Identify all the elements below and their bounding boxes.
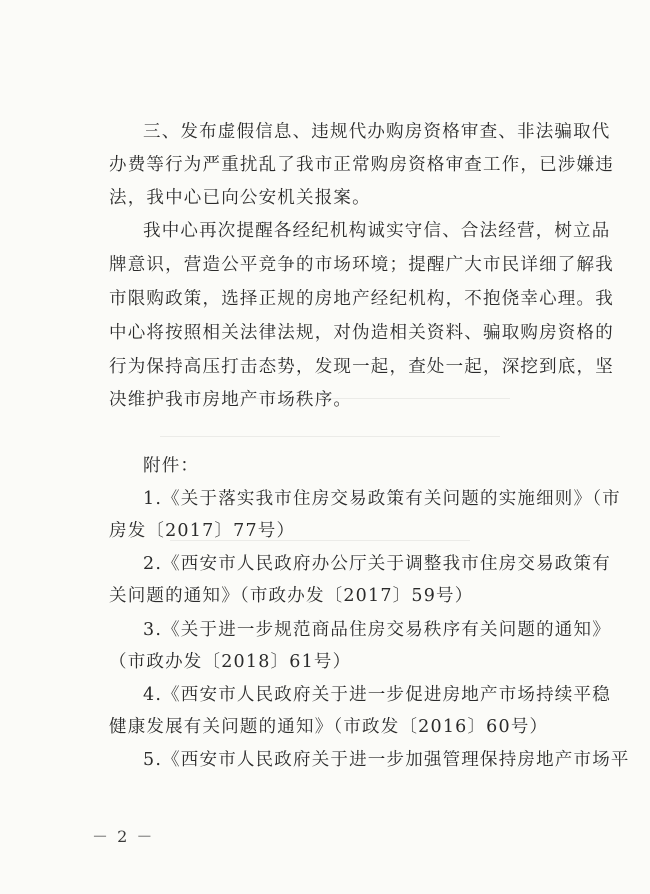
attachment-item-line: 1.《关于落实我市住房交易政策有关问题的实施细则》（市 [143, 489, 621, 509]
attachments-heading: 附件： [143, 456, 200, 476]
paragraph-line: 三、发布虚假信息、违规代办购房资格审查、非法骗取代 [143, 122, 611, 142]
paragraph-line: 办费等行为严重扰乱了我市正常购房资格审查工作，已涉嫌违 [109, 155, 614, 175]
attachment-item-line: 房发〔2017〕77号） [109, 521, 296, 541]
attachment-item-line: 3.《关于进一步规范商品住房交易秩序有关问题的通知》 [143, 620, 611, 640]
paragraph-line: 市限购政策，选择正规的房地产经纪机构，不抱侥幸心理。我 [109, 289, 614, 309]
attachment-item-line: 关问题的通知》（市政办发〔2017〕59号） [109, 586, 474, 606]
attachment-item-line: 5.《西安市人民政府关于进一步加强管理保持房地产市场平 [143, 750, 630, 770]
paragraph-line: 中心将按照相关法律法规，对伪造相关资料、骗取购房资格的 [109, 323, 614, 343]
attachment-item-line: （市政办发〔2018〕61号） [109, 652, 352, 672]
attachment-item-line: 健康发展有关问题的通知》（市政发〔2016〕60号） [109, 717, 549, 737]
paragraph-line: 法，我中心已向公安机关报案。 [109, 188, 371, 208]
paragraph-line: 我中心再次提醒各经纪机构诚实守信、合法经营，树立品 [143, 221, 611, 241]
paragraph-line: 决维护我市房地产市场秩序。 [109, 390, 353, 410]
paragraph-line: 行为保持高压打击态势，发现一起，查处一起，深挖到底，坚 [109, 357, 614, 377]
paragraph-line: 牌意识，营造公平竞争的市场环境；提醒广大市民详细了解我 [109, 255, 614, 275]
attachment-item-line: 4.《西安市人民政府关于进一步促进房地产市场持续平稳 [143, 685, 611, 705]
attachment-item-line: 2.《西安市人民政府办公厅关于调整我市住房交易政策有 [143, 554, 611, 574]
page-number: － 2 － [92, 827, 155, 846]
bleed-through-line [160, 436, 500, 437]
